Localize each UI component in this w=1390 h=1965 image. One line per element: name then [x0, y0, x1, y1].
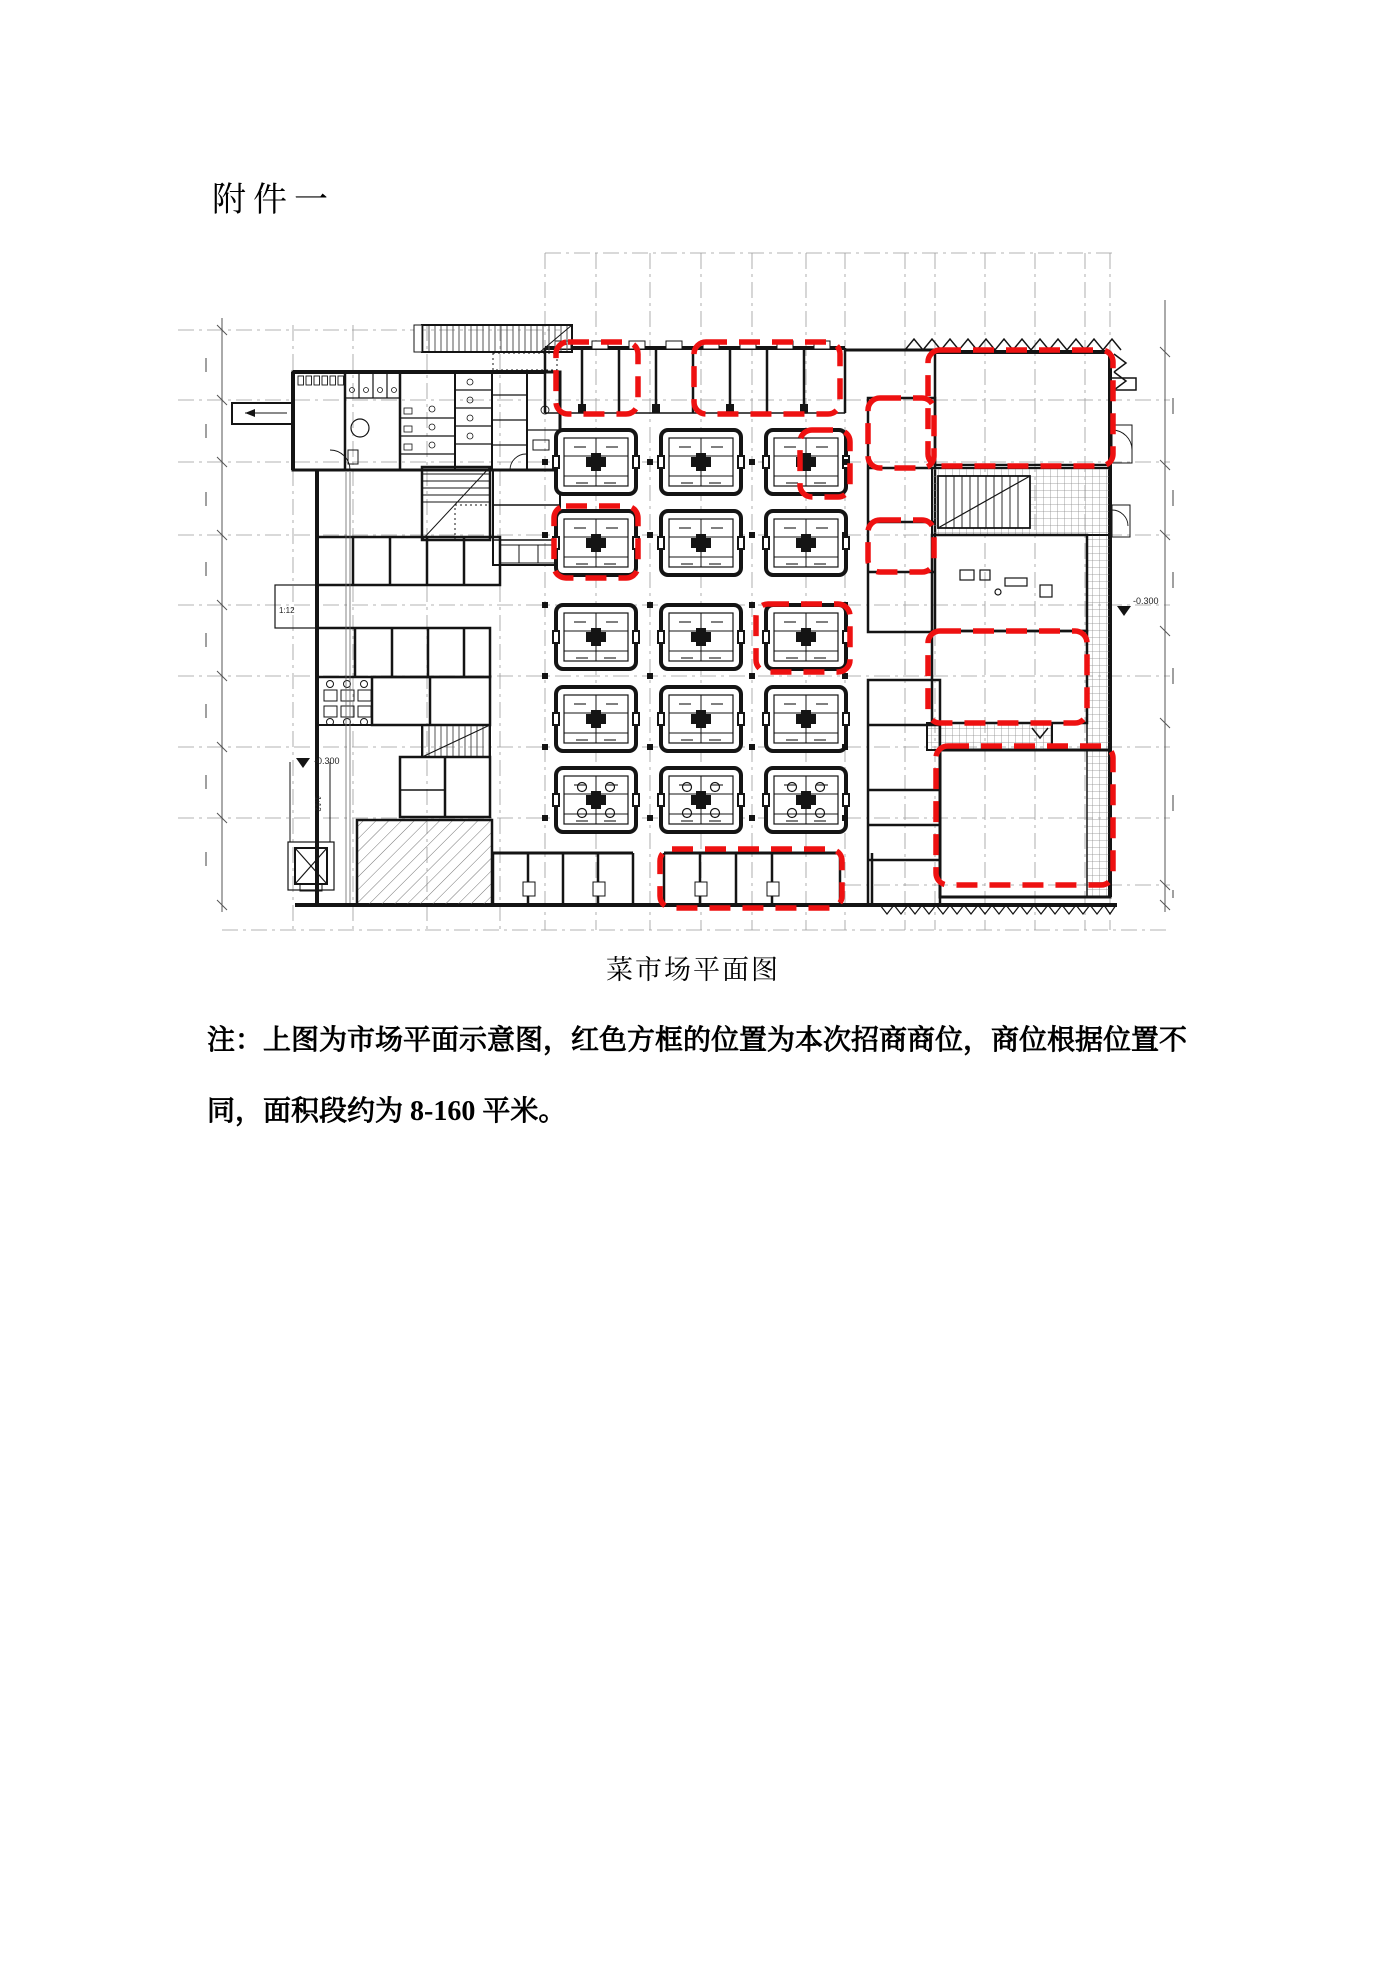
note-paragraph: [207, 1005, 1197, 1147]
stall-island: [763, 605, 849, 669]
column-marker: [842, 815, 848, 821]
bottom-shop-strip: [493, 853, 872, 905]
column-marker: [647, 602, 653, 608]
stall-island: [553, 605, 639, 669]
level-marker-text: -0.300: [314, 756, 340, 766]
column-marker: [542, 459, 548, 465]
column-marker: [542, 815, 548, 821]
column-marker: [749, 532, 755, 538]
column-marker: [647, 459, 653, 465]
top-stair-band: [414, 325, 572, 370]
stall-island: [553, 768, 639, 832]
stall-island: [763, 430, 849, 494]
stall-island: [658, 605, 744, 669]
column-marker: [749, 459, 755, 465]
stall-island: [658, 687, 744, 751]
ramp-slope-text: 1:12: [279, 606, 295, 615]
stall-island: [763, 768, 849, 832]
mid-left-stair: [422, 467, 490, 540]
column-marker: [542, 673, 548, 679]
column-marker: [749, 815, 755, 821]
level-marker-text: -0.300: [1133, 596, 1159, 606]
column-marker: [749, 744, 755, 750]
restroom-block: [293, 372, 560, 470]
stall-island: [658, 430, 744, 494]
left-room-rows: [275, 537, 500, 817]
column-marker: [647, 673, 653, 679]
stall-island: [763, 511, 849, 575]
attachment-title: 附件一: [212, 182, 335, 219]
service-strip: [493, 470, 560, 565]
column-marker: [842, 532, 848, 538]
column-marker: [749, 602, 755, 608]
left-entry-corridor: [232, 403, 293, 424]
column-marker: [542, 744, 548, 750]
ramp-slope-text: 1:12: [313, 796, 322, 812]
stall-island: [658, 768, 744, 832]
column-marker: [647, 532, 653, 538]
leasing-stall-highlight: [868, 398, 934, 468]
right-side-rooms: [868, 352, 1136, 905]
stall-island: [553, 687, 639, 751]
column-marker: [842, 459, 848, 465]
stall-island: [658, 511, 744, 575]
column-marker: [542, 602, 548, 608]
note-line: 注：上图为市场平面示意图，红色方框的位置为本次招商商位，商位根据位置不: [207, 1025, 1188, 1056]
stall-island: [553, 430, 639, 494]
leasing-stall-highlight: [928, 631, 1087, 723]
column-marker: [542, 532, 548, 538]
column-marker: [749, 673, 755, 679]
market-stall-islands: [553, 430, 849, 832]
stall-island: [763, 687, 849, 751]
note-line: 同，面积段约为 8-160 平米。: [207, 1096, 567, 1127]
column-marker: [842, 744, 848, 750]
column-marker: [647, 815, 653, 821]
stall-island: [553, 511, 639, 575]
figure-caption: 菜市场平面图: [606, 955, 780, 985]
leasing-stall-highlight: [660, 849, 842, 908]
leasing-stall-highlight: [868, 520, 934, 572]
column-marker: [647, 744, 653, 750]
